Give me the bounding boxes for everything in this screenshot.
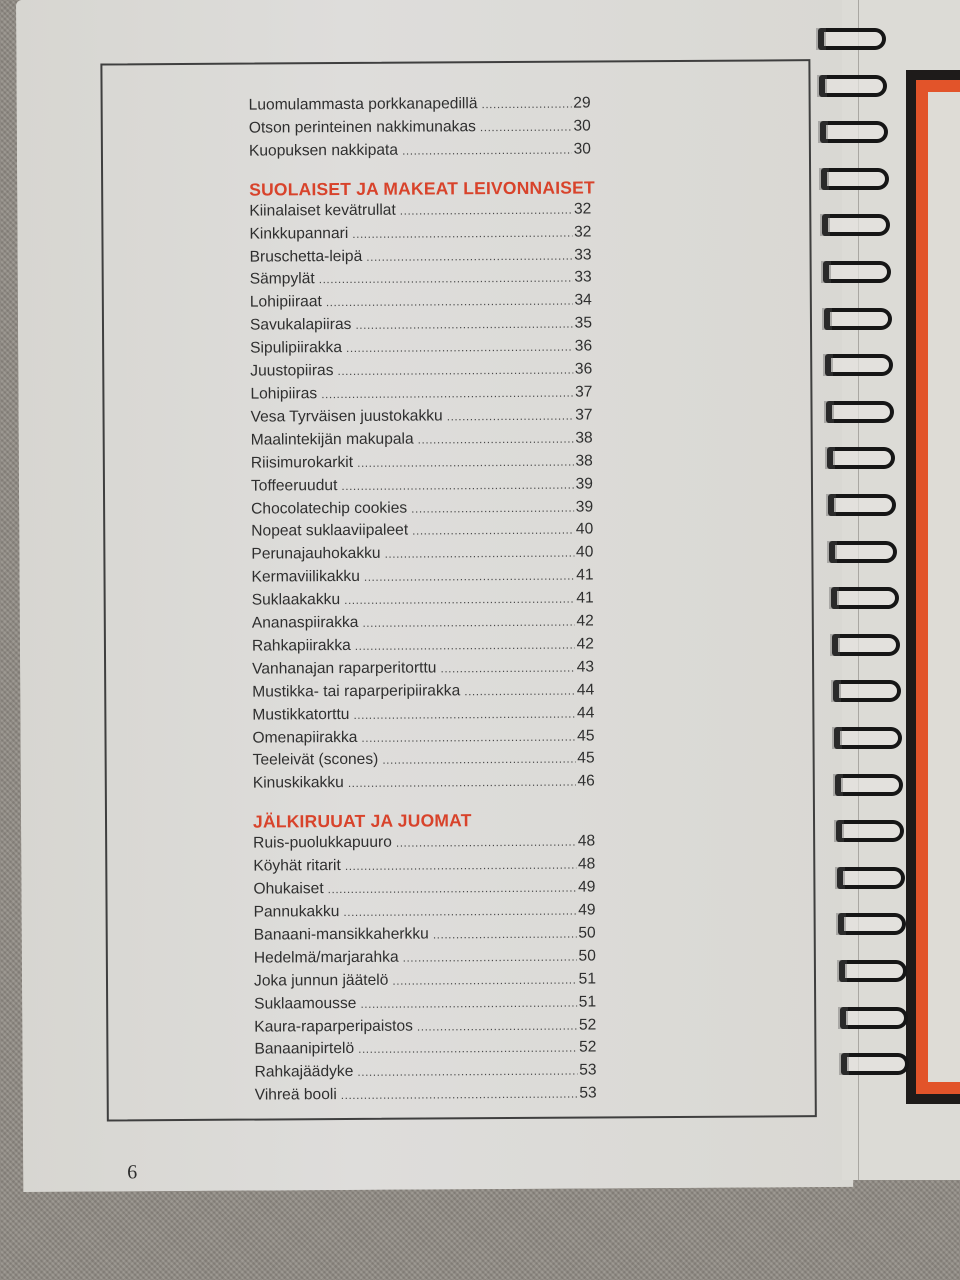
dot-leader <box>412 520 574 543</box>
entry-page: 37 <box>574 383 593 401</box>
dot-leader <box>357 451 574 474</box>
toc-entry <box>250 267 592 292</box>
dot-leader <box>481 94 571 116</box>
toc-entry <box>250 359 592 384</box>
entry-page: 49 <box>578 878 596 896</box>
entry-page: 45 <box>577 749 595 768</box>
entry-page: 32 <box>573 200 592 218</box>
toc-entry <box>253 854 595 879</box>
binding-coil-icon <box>834 727 902 749</box>
entry-page: 49 <box>578 901 596 919</box>
dot-leader <box>396 832 576 855</box>
entry-title: Suklaamousse <box>254 994 357 1013</box>
spiral-binding-icon <box>810 0 920 1180</box>
entry-page: 36 <box>574 360 593 378</box>
dot-leader <box>447 405 574 428</box>
toc-sections <box>249 161 597 1108</box>
dot-leader <box>392 969 576 992</box>
entry-page: 53 <box>579 1084 597 1102</box>
entry-page: 48 <box>577 832 596 850</box>
entry-title: Riisimurokarkit <box>250 453 354 472</box>
toc-entry <box>251 427 593 452</box>
dot-leader <box>343 901 576 924</box>
entry-title: Vesa Tyrväisen juustokakku <box>250 407 443 426</box>
right-page-content <box>928 92 960 1082</box>
entry-title: Hedelmä/marjarahka <box>253 948 399 967</box>
dot-leader <box>440 657 574 680</box>
entry-title: Kinkkupannari <box>249 224 349 243</box>
entry-title: Ruis-puolukkapuuro <box>253 834 392 852</box>
toc-entry <box>250 404 592 429</box>
toc-entry <box>254 899 596 924</box>
table-of-contents <box>249 92 597 1107</box>
dot-leader <box>362 612 574 635</box>
dot-leader <box>346 337 573 360</box>
entry-page: 34 <box>574 291 592 309</box>
binding-coil-icon <box>836 820 904 842</box>
entry-title: Juustopiiras <box>250 362 334 380</box>
entry-title: Maalintekijän makupala <box>250 430 414 449</box>
entry-title: Kinuskikakku <box>252 774 344 792</box>
binding-coil-icon <box>828 494 896 516</box>
entry-title: Banaani-mansikkaherkku <box>253 925 429 944</box>
dot-leader <box>341 1084 578 1107</box>
entry-page: 32 <box>574 223 592 241</box>
binding-coil-icon <box>840 1007 908 1029</box>
entry-page: 38 <box>575 429 593 447</box>
dot-leader <box>360 992 576 1015</box>
entry-title: Luomulammasta porkkanapedillä <box>248 95 478 114</box>
entry-title: Banaanipirtelö <box>254 1040 355 1059</box>
entry-title: Lohipiiraat <box>249 293 322 311</box>
entry-page: 39 <box>575 475 594 493</box>
entry-title: Toffeeruudut <box>250 476 338 495</box>
entry-page: 42 <box>576 612 594 630</box>
entry-page: 30 <box>573 117 591 135</box>
binding-coil-icon <box>837 867 905 889</box>
entry-page: 43 <box>576 658 595 676</box>
toc-entry <box>252 611 594 636</box>
entry-title: Vihreä booli <box>254 1086 337 1104</box>
toc-entry <box>249 198 591 223</box>
entry-page: 36 <box>574 337 593 355</box>
entry-title: Kermaviilikakku <box>251 568 360 586</box>
binding-coil-icon <box>833 680 901 702</box>
dot-leader <box>402 139 572 162</box>
toc-entry <box>251 565 593 590</box>
dot-leader <box>321 383 573 406</box>
dot-leader <box>361 726 575 749</box>
dot-leader <box>341 474 573 497</box>
section-heading: JÄLKIRUUAT JA JUOMAT <box>252 810 472 832</box>
toc-entry <box>250 336 592 361</box>
dot-leader <box>357 1061 577 1084</box>
binding-coil-icon <box>824 308 892 330</box>
dot-leader <box>480 117 572 139</box>
section-heading: SUOLAISET JA MAKEAT LEIVONNAISET <box>249 177 595 200</box>
entry-title: Mustikkatorttu <box>252 705 350 724</box>
entry-page: 45 <box>577 727 595 745</box>
dot-leader <box>364 566 574 589</box>
entry-title: Rahkapiirakka <box>251 636 351 655</box>
entry-page: 51 <box>578 993 597 1011</box>
toc-entry <box>252 633 594 658</box>
right-page-border-orange <box>916 80 960 1094</box>
entry-title: Perunajauhokakku <box>251 545 381 563</box>
entry-page: 40 <box>575 520 594 538</box>
toc-entry <box>253 831 595 856</box>
content-frame <box>100 59 816 1121</box>
dot-leader <box>464 680 575 703</box>
toc-entry <box>255 1083 597 1108</box>
entry-page: 51 <box>578 970 597 988</box>
entry-page: 48 <box>577 855 596 873</box>
dot-leader <box>319 268 573 291</box>
entry-title: Joka junnun jäätelö <box>253 971 389 990</box>
dot-leader <box>352 222 572 245</box>
entry-title: Kuopuksen nakkipata <box>248 141 399 160</box>
dot-leader <box>366 245 572 268</box>
dot-leader <box>400 199 572 222</box>
entry-title: Teeleivät (scones) <box>252 751 379 770</box>
entry-title: Rahkajäädyke <box>254 1063 354 1081</box>
entry-title: Savukalapiiras <box>249 316 352 334</box>
entry-title: Chocolatechip cookies <box>251 499 408 518</box>
binding-coil-icon <box>825 354 893 376</box>
entry-title: Vanhanajan raparperitorttu <box>252 659 437 678</box>
dot-leader <box>411 497 574 520</box>
entry-page: 46 <box>577 772 595 790</box>
entry-title: Omenapiirakka <box>252 728 358 747</box>
entry-page: 40 <box>575 543 594 561</box>
binding-coil-icon <box>838 913 906 935</box>
dot-leader <box>403 946 577 969</box>
entry-page: 50 <box>578 947 596 965</box>
dot-leader <box>344 589 574 612</box>
dot-leader <box>326 291 573 314</box>
binding-coil-icon <box>823 261 891 283</box>
toc-entry <box>253 877 595 902</box>
dot-leader <box>358 1038 577 1061</box>
entry-page: 29 <box>573 94 591 112</box>
dot-leader <box>345 855 576 878</box>
toc-entry <box>249 92 591 117</box>
binding-coil-icon <box>818 28 886 50</box>
entry-page: 44 <box>576 704 595 722</box>
dot-leader <box>385 543 575 566</box>
entry-page: 41 <box>576 589 594 607</box>
entry-page: 52 <box>578 1016 597 1034</box>
dot-leader <box>337 360 573 383</box>
entry-page: 52 <box>578 1038 597 1057</box>
toc-entry <box>249 138 591 163</box>
entry-page: 38 <box>575 452 593 470</box>
entry-page: 50 <box>578 924 596 942</box>
binding-coil-icon <box>839 960 907 982</box>
entry-page: 39 <box>575 497 594 516</box>
toc-entry <box>251 519 593 544</box>
toc-entry <box>252 588 594 613</box>
entry-page: 33 <box>574 246 592 264</box>
binding-coil-icon <box>841 1053 909 1075</box>
toc-entry <box>254 1037 596 1062</box>
entry-page: 37 <box>575 406 593 424</box>
entry-page: 30 <box>573 140 591 158</box>
binding-coil-icon <box>821 168 889 190</box>
toc-entry <box>249 115 591 140</box>
toc-entry <box>254 1060 596 1085</box>
dot-leader <box>328 878 577 901</box>
entry-page: 33 <box>574 268 592 287</box>
dot-leader <box>418 428 574 451</box>
entry-page: 42 <box>576 635 594 653</box>
entry-page: 53 <box>579 1061 597 1079</box>
binding-coil-icon <box>822 214 890 236</box>
entry-title: Kaura-raparperipaistos <box>254 1017 413 1036</box>
binding-coil-icon <box>829 541 897 563</box>
entry-title: Lohipiiras <box>250 385 318 403</box>
toc-entry <box>253 748 595 773</box>
entry-title: Sipulipiirakka <box>250 339 343 357</box>
entry-page: 41 <box>576 566 594 584</box>
entry-page: 44 <box>576 681 595 699</box>
binding-coil-icon <box>831 587 899 609</box>
toc-entry <box>250 244 592 269</box>
page-number: 6 <box>127 1161 138 1184</box>
toc-entry <box>250 381 592 406</box>
entry-title: Mustikka- tai raparperipiirakka <box>252 682 461 701</box>
toc-entry <box>254 1014 596 1039</box>
dot-leader <box>353 703 575 726</box>
toc-entry <box>254 968 596 993</box>
entry-title: Kiinalaiset kevätrullat <box>249 201 396 220</box>
entry-title: Nopeat suklaaviipaleet <box>251 522 409 540</box>
toc-entry <box>252 656 594 681</box>
binding-coil-icon <box>819 75 887 97</box>
binding-coil-icon <box>827 447 895 469</box>
toc-entry <box>254 922 596 947</box>
dot-leader <box>433 924 577 947</box>
entry-title: Ananaspiirakka <box>251 613 359 632</box>
entry-title: Köyhät ritarit <box>253 857 341 875</box>
toc-entry <box>254 991 596 1016</box>
entry-page: 35 <box>574 314 593 332</box>
entry-title: Pannukakku <box>253 903 340 921</box>
toc-entry <box>251 496 593 521</box>
toc-entry <box>251 473 593 498</box>
toc-entry <box>251 542 593 567</box>
binding-coil-icon <box>832 634 900 656</box>
toc-entry <box>252 679 594 704</box>
entry-title: Otson perinteinen nakkimunakas <box>248 118 476 137</box>
dot-leader <box>355 314 572 337</box>
toc-entry <box>251 450 593 475</box>
dot-leader <box>417 1015 577 1038</box>
entry-title: Sämpylät <box>249 270 315 289</box>
toc-entry <box>252 725 594 750</box>
dot-leader <box>382 749 575 772</box>
dot-leader <box>348 772 576 795</box>
dot-leader <box>355 635 575 658</box>
toc-entry <box>253 771 595 796</box>
binding-coil-icon <box>820 121 888 143</box>
toc-entry <box>249 221 591 246</box>
left-page <box>16 0 853 1192</box>
entry-title: Suklaakakku <box>251 591 341 609</box>
binding-coil-icon <box>835 774 903 796</box>
toc-entry <box>250 290 592 315</box>
toc-entry <box>250 313 592 338</box>
entry-title: Ohukaiset <box>253 880 324 898</box>
binding-coil-icon <box>826 401 894 423</box>
toc-entry <box>252 702 594 727</box>
entry-title: Bruschetta-leipä <box>249 247 363 266</box>
toc-entry <box>254 945 596 970</box>
